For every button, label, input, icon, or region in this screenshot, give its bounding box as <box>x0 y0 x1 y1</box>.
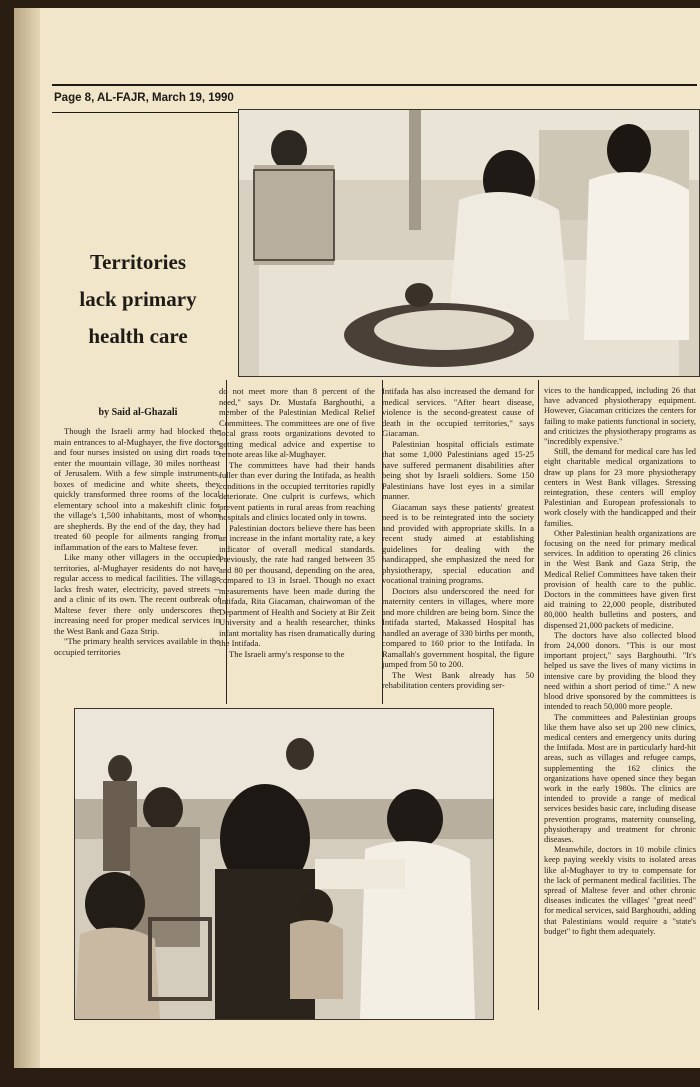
page-binding-shadow <box>14 8 40 1068</box>
paragraph: vices to the handicapped, including 26 that have advanced physiotherapy equipment. However, Giacaman criticizes the centers for failing to make patients functional in society, and criticizes the physiotherapy programs as "incredibly expensive." <box>544 386 696 447</box>
header-text: Page 8, AL-FAJR, March 19, 1990 <box>54 92 234 104</box>
paragraph: "The primary health services available in the occupied territories <box>54 636 220 657</box>
paragraph: Giacaman says these patients' greatest need is to be reintegrated into the society and provided with appropriate skills. In a recent study aimed at establishing guidelines for dealing with the handicapped, she emphasized the need for physiotherapy, special education and vocational training programs. <box>382 501 534 585</box>
article-column-4 <box>544 386 696 937</box>
paragraph: Meanwhile, doctors in 10 mobile clinics keep paying weekly visits to isolated areas like al-Mughayer to try to compensate for the lack of permanent medical facilities. The spread of Maltese fever and other chronic diseases indicates the villages' "great need" for medical services, said Barghouthi, adding that Palestinians would require a "state's budget" to fight them adequately. <box>544 845 696 936</box>
top-photo <box>238 109 700 377</box>
headline-line-3: health care <box>88 324 188 348</box>
paragraph: Still, the demand for medical care has led eight charitable medical organizations to draw up plans for 23 more physiotherapy centers in West Bank villages. Stressing reintegration, these centers will employ Palestinian and European professionals to work closely with the handicapped and their families. <box>544 447 696 528</box>
paragraph: Other Palestinian health organizations are focusing on the need for primary medical services. In addition to operating 26 clinics in the West Bank and Gaza Strip, the Medical Relief Committees have taken their provision of health care to the public. Doctors in the committees have given first aid training to 22,000 people, distributed 80,000 health bulletins and posters, and dispensed 21,000 packets of medicine. <box>544 528 696 630</box>
headline-line-2: lack primary <box>79 287 197 311</box>
paragraph: The West Bank already has 50 rehabilitation centers providing ser- <box>382 669 534 690</box>
article-column-3 <box>382 386 534 691</box>
paragraph: do not meet more than 8 percent of the need," says Dr. Mustafa Barghouthi, a member of the Palestinian Medical Relief Committees. The committees are one of five local grass roots organizations devoted to getting medical advice and expertise to remote areas like al-Mughayer. <box>219 386 375 459</box>
headline-line-1: Territories <box>89 250 187 274</box>
column-rule-3 <box>538 380 539 1010</box>
paragraph: Like many other villagers in the occupied territories, al-Mughayer residents do not have regular access to medical facilities. The village lacks fresh water, electricity, paved streets -- and a clinic of its own. The recent outbreak of Maltese fever there only underscores the increasing need for proper medical services in the West Bank and Gaza Strip. <box>54 552 220 636</box>
paragraph: Palestinian doctors believe there has been an increase in the infant mortality rate, a key indicator of overall medical standards. Previously, the rate had ranged between 35 and 80 per thousand, depending on the area, compared to 13 in Israel. Though no exact measurements have been made during the Intifada, Rita Giacaman, chairwoman of the Department of Health and Society at Bir Zeit University and a health researcher, thinks infant mortality has risen dramatically during the Intifada. <box>219 522 375 648</box>
paragraph: Though the Israeli army had blocked the main entrances to al-Mughayer, the five doctors and four nurses insisted on using dirt roads to enter the mountain village, 30 miles northeast of Jerusalem. With a few simple instruments, boxes of medicine and white sheets, they quickly transformed three rooms of the local elementary school into a makeshift clinic for the village's 1,500 inhabitants, most of whom are shepherds. By the end of the day, they had treated 60 people for ailments ranging from inflammation of the ears to Maltese fever. <box>54 426 220 552</box>
article-column-1 <box>54 426 220 657</box>
paragraph: Palestinian hospital officials estimate that some 1,000 Palestinians aged 15-25 have suffered permanent disabilities after being shot by Israeli soldiers. Some 150 Palestinians have lost eyes in a similar manner. <box>382 438 534 501</box>
byline: by Said al-Ghazali <box>98 407 178 418</box>
paragraph: The committees and Palestinian groups like them have also set up 200 new clinics, medical centers and emergency units during the Intifada. Most are in particularly hard-hit areas, such as villages and refugee camps, supplementing the 162 clinics the organizations have opened since they began work in the early 1980s. The clinics are intended to provide a range of medical services besides basic care, including disease prevention programs, maternity counseling, physiotherapy and treatment for chronic diseases. <box>544 712 696 844</box>
article-headline <box>54 244 222 355</box>
paragraph: The committees have had their hands fuller than ever during the Intifada, as health conditions in the occupied territories rapidly deteriorate. One culprit is curfews, which prevent patients in rural areas from reaching hospitals and clinics located only in towns. <box>219 459 375 522</box>
paragraph: The Israeli army's response to the <box>229 648 345 659</box>
paragraph: Doctors also underscored the need for maternity centers in villages, where more and more children are being born. Since the Intifada started, Makassed Hospital has handled an average of 330 births per month, compared to 160 prior to the Intifada. In Ramallah's government hospital, the figure jumped from 50 to 200. <box>382 585 534 669</box>
bottom-photo <box>74 708 494 1020</box>
paragraph: The doctors have also collected blood from 24,000 donors. "This is our most important project," says Barghouthi. "It's helped us save the lives of many victims in intensive care by providing the blood they need within a short period of time." A new blood drive sponsored by the committees is intended to reach 50,000 more people. <box>544 630 696 712</box>
article-column-2 <box>219 386 375 659</box>
newspaper-page <box>14 8 700 1068</box>
paragraph: Intifada has also increased the demand for medical services. "After heart disease, violence is the second-greatest cause of death in the occupied territories," says Giacaman. <box>382 386 534 438</box>
